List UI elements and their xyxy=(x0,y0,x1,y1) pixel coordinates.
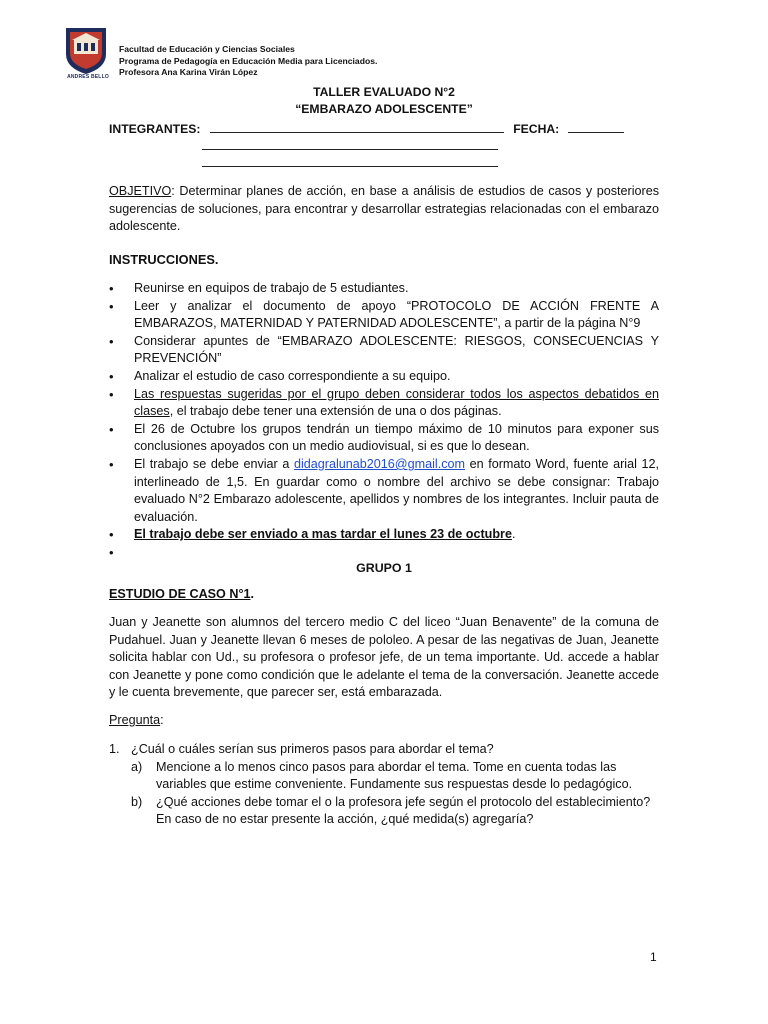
list-item-empty xyxy=(109,544,659,562)
integrantes-blank-2[interactable] xyxy=(202,138,498,150)
objetivo-text: : Determinar planes de acción, en base a análisis de estudios de casos y posteriores sugerencias de soluciones, para encontrar y desarrollar estrategias relacionadas con el embarazo adolescente. xyxy=(109,184,659,234)
integrantes-row xyxy=(109,121,624,136)
document-subtitle: “EMBARAZO ADOLESCENTE” xyxy=(295,102,473,116)
bullet-icon: • xyxy=(109,368,114,384)
bullet-icon: • xyxy=(109,421,114,437)
list-item: • El trabajo se debe enviar a didagralunab2016@gmail.com en formato Word, fuente arial 12, interlineado de 1,5. En guardar como o nombre del archivo se debe consignar: Trabajo evaluado N°2 Embarazo adolescente, apellidos y nombres de los integrantes. Incluir pauta de evaluación. xyxy=(109,456,659,524)
bullet-icon: • xyxy=(109,386,114,402)
integrantes-blank-3[interactable] xyxy=(202,155,498,167)
list-item: • Reunirse en equipos de trabajo de 5 estudiantes. xyxy=(109,281,409,296)
list-item: • Analizar el estudio de caso correspondiente a su equipo. xyxy=(109,368,451,384)
integrantes-blank-1[interactable] xyxy=(210,121,504,133)
bullet-icon: • xyxy=(109,544,114,560)
list-item: • El trabajo debe ser enviado a mas tardar el lunes 23 de octubre. xyxy=(109,527,516,543)
question-list xyxy=(109,741,659,829)
list-item: • Leer y analizar el documento de apoyo “PROTOCOLO DE ACCIÓN FRENTE A EMBARAZOS, MATERNIDAD Y PATERNIDAD ADOLESCENTE”, a partir de la página N°9 xyxy=(109,298,659,331)
list-item: • El 26 de Octubre los grupos tendrán un tiempo máximo de 10 minutos para exponer sus conclusiones apoyados con un medio audiovisual, si es que lo desean. xyxy=(109,421,659,454)
grupo-heading: GRUPO 1 xyxy=(356,561,412,575)
program-line: Programa de Pedagogía en Educación Media para Licenciados. xyxy=(119,55,378,66)
deadline-text: El trabajo debe ser enviado a mas tardar el lunes 23 de octubre xyxy=(134,527,512,542)
university-crest-icon xyxy=(60,24,112,76)
university-logo xyxy=(60,24,112,76)
pregunta-label: Pregunta: xyxy=(109,713,164,727)
objetivo-paragraph xyxy=(109,183,659,236)
faculty-line: Facultad de Educación y Ciencias Sociales xyxy=(119,44,295,54)
email-link[interactable]: didagralunab2016@gmail.com xyxy=(293,456,465,471)
bullet-icon: • xyxy=(109,527,114,543)
institution-header xyxy=(119,44,377,79)
subquestion-a: a) Mencione a lo menos cinco pasos para abordar el tema. Tome en cuenta todas las variables que estime conveniente. Fundamente sus respuestas desde lo pedagógico. xyxy=(131,759,633,792)
list-item: • Considerar apuntes de “EMBARAZO ADOLESCENTE: RIESGOS, CONSECUENCIAS Y PREVENCIÓN” xyxy=(109,333,659,366)
integrantes-label: INTEGRANTES: xyxy=(109,122,201,136)
document-title: TALLER EVALUADO N°2 xyxy=(313,85,455,99)
bullet-icon: • xyxy=(109,333,114,349)
subquestion-b: b) ¿Qué acciones debe tomar el o la profesora jefe según el protocolo del establecimiento? En caso de no estar presente la acción, ¿qué medida(s) agregaría? xyxy=(131,794,651,827)
instrucciones-heading: INSTRUCCIONES. xyxy=(109,252,219,267)
bullet-icon: • xyxy=(109,456,114,472)
logo-caption: ANDRES BELLO xyxy=(67,74,109,80)
bullet-icon: • xyxy=(109,281,114,296)
fecha-label: FECHA: xyxy=(513,122,560,136)
question-item: 1. ¿Cuál o cuáles serían sus primeros pasos para abordar el tema? xyxy=(109,742,494,756)
estudio-caso-heading: ESTUDIO DE CASO N°1. xyxy=(109,587,254,601)
list-item: • Las respuestas sugeridas por el grupo deben considerar todos los aspectos debatidos en clases, el trabajo debe tener una extensión de una o dos páginas. xyxy=(109,386,659,419)
objetivo-label: OBJETIVO xyxy=(109,184,172,198)
professor-line: Profesora Ana Karina Virán López xyxy=(119,67,258,77)
estudio-caso-text: Juan y Jeanette son alumnos del tercero medio C del liceo “Juan Benavente” de la comuna de Pudahuel. Juan y Jeanette llevan 6 meses de pololeo. A pesar de las negativas de Juan, Jeanette solicita hablar con Ud., su profesora o profesor jefe, de un tema importante. Ud. accede a hablar con Jeanette y pone como condición que le adelante el tema de la conversación. Jeanette accede y le cuenta brevemente, que parecer ser, está embarazada. xyxy=(109,615,659,700)
instrucciones-list xyxy=(109,280,659,562)
bullet-icon: • xyxy=(109,298,114,314)
page-number: 1 xyxy=(650,950,657,964)
fecha-blank[interactable] xyxy=(568,121,624,133)
